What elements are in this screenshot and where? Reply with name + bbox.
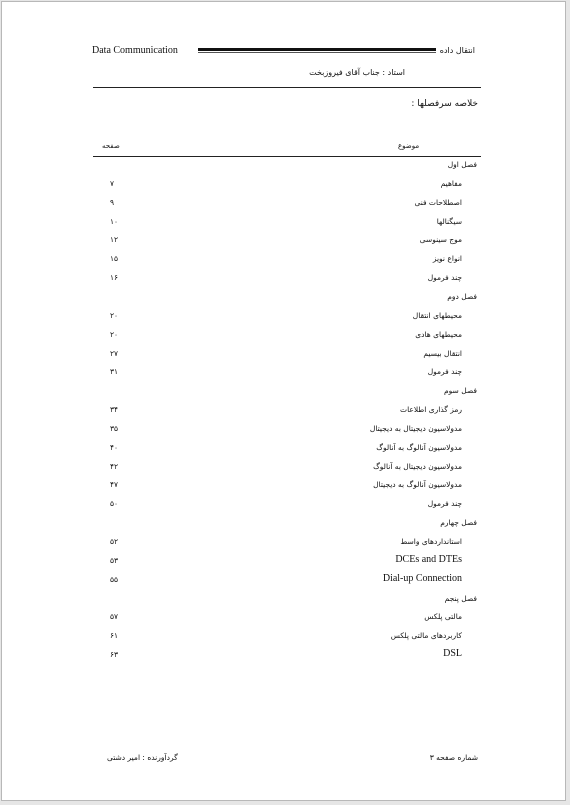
toc-entry-topic: انواع نویز: [432, 254, 462, 264]
toc-entry-topic: DSL: [443, 648, 462, 660]
toc-entry-page: ۲۰: [110, 310, 119, 320]
toc-entry-topic: مدولاسیون آنالوگ به آنالوگ: [376, 442, 462, 452]
toc-entry-page: ۹: [110, 197, 115, 207]
page-number: شماره صفحه ۳: [429, 753, 478, 762]
toc-entry-page: ۲۷: [110, 348, 119, 358]
toc-entry-topic: کاربردهای مالتی پلکس: [390, 631, 462, 641]
toc-heading: خلاصه سرفصلها :: [411, 99, 478, 109]
toc-entry-page: ۱۰: [110, 216, 119, 226]
subject-title: انتقال داده: [439, 46, 475, 55]
chapter-title: فصل سوم: [444, 386, 477, 396]
toc-entry-topic: چند فرمول: [427, 367, 462, 377]
header-divider: [93, 87, 481, 88]
professor-line: استاد : جناب آقای فیروزبخت: [309, 68, 405, 77]
toc-entry-page: ۱۲: [110, 235, 119, 245]
toc-entry-page: ۴۲: [110, 461, 119, 471]
toc-entry-page: ۲۰: [110, 329, 119, 339]
toc-entry-page: ۵۵: [110, 574, 119, 584]
toc-entry-topic: چند فرمول: [427, 499, 462, 509]
toc-entry-topic: مالتی پلکس: [424, 612, 462, 622]
toc-entry-topic: مدولاسیون آنالوگ به دیجیتال: [373, 480, 462, 490]
toc-entry-page: ۶۳: [110, 650, 119, 660]
toc-entry-page: ۷: [110, 178, 115, 188]
course-title: Data Communication: [92, 45, 178, 56]
toc-entry-topic: چند فرمول: [427, 273, 462, 283]
header-bar: [198, 48, 436, 51]
toc-entry-page: ۱۶: [110, 273, 119, 283]
toc-entry-page: ۳۵: [110, 423, 119, 433]
toc-entry-topic: رمز گذاری اطلاعات: [400, 405, 462, 415]
toc-entry-page: ۵۷: [110, 612, 119, 622]
toc-entry-topic: Dial-up Connection: [382, 572, 462, 584]
chapter-title: فصل دوم: [447, 291, 477, 301]
column-header-page: صفحه: [102, 142, 120, 150]
toc-entry-topic: استانداردهای واسط: [400, 537, 462, 546]
toc-entry-page: ۴۰: [110, 442, 119, 452]
toc-entry-topic: مفاهیم: [440, 178, 462, 188]
toc-entry-topic: موج سینوسی: [419, 235, 462, 245]
chapter-title: فصل پنجم: [444, 593, 477, 603]
chapter-title: فصل چهارم: [440, 518, 477, 528]
toc-entry-topic: سیگنالها: [436, 216, 462, 226]
table-header-divider: [93, 156, 481, 157]
toc-entry-page: ۵۰: [110, 499, 119, 509]
toc-entry-page: ۵۳: [110, 555, 119, 565]
header-bar-thin: [198, 52, 436, 53]
toc-entry-topic: مدولاسیون دیجیتال به آنالوگ: [373, 461, 462, 471]
toc-entry-page: ۴۷: [110, 480, 119, 490]
toc-entry-topic: انتقال بیسیم: [423, 348, 462, 358]
toc-entry-page: ۱۵: [110, 254, 119, 264]
compiler-credit: گردآورنده : امیر دشتی: [107, 753, 178, 762]
chapter-title: فصل اول: [447, 160, 477, 169]
toc-entry-topic: اصطلاحات فنی: [414, 197, 462, 207]
toc-entry-page: ۵۲: [110, 537, 119, 546]
toc-entry-page: ۳۴: [110, 405, 119, 415]
toc-entry-page: ۳۱: [110, 367, 119, 377]
toc-entry-page: ۶۱: [110, 631, 119, 641]
column-header-topic: موضوع: [398, 142, 420, 150]
document-page: [1, 1, 566, 801]
toc-entry-topic: محیطهای هادی: [415, 329, 462, 339]
toc-entry-topic: مدولاسیون دیجیتال به دیجیتال: [369, 423, 462, 433]
toc-entry-topic: محیطهای انتقال: [412, 310, 462, 320]
toc-entry-topic: DCEs and DTEs: [395, 553, 462, 565]
